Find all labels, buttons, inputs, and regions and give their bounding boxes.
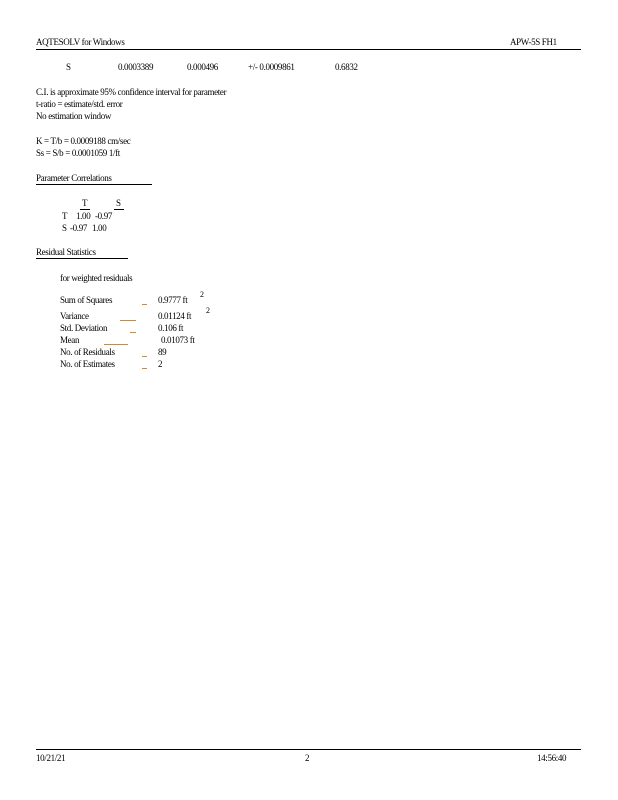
stat-value: 0.01073 ft — [161, 335, 195, 345]
stat-label: No. of Residuals — [60, 347, 115, 357]
param-t-ratio: 0.6832 — [335, 62, 358, 72]
ss-value: Ss = S/b = 0.0001059 1/ft — [36, 148, 120, 158]
tratio-note: t-ratio = estimate/std. error — [36, 99, 123, 109]
corr-col-s-underline — [114, 209, 124, 210]
leader-mark — [104, 344, 128, 345]
corr-row-label: S — [62, 223, 67, 233]
header-rule — [36, 49, 581, 50]
footer-date: 10/21/21 — [36, 753, 66, 763]
param-name: S — [66, 62, 71, 72]
k-value: K = T/b = 0.0009188 cm/sec — [36, 136, 131, 146]
param-ci: +/- 0.0009861 — [248, 62, 295, 72]
stat-value: 2 — [158, 359, 163, 369]
corr-cell: 1.00 — [92, 223, 107, 233]
leader-mark — [120, 320, 136, 321]
stat-exponent: 2 — [206, 306, 210, 315]
residuals-subheading: for weighted residuals — [60, 273, 133, 283]
footer-page-number: 2 — [305, 753, 310, 763]
stat-value: 0.106 ft — [158, 323, 184, 333]
corr-cell: -0.97 — [70, 223, 87, 233]
stat-value: 0.01124 ft — [158, 311, 192, 321]
corr-cell: -0.97 — [95, 211, 112, 221]
file-name: APW-5S FH1 — [510, 37, 557, 47]
stat-label: Mean — [60, 335, 80, 345]
param-estimate: 0.0003389 — [118, 62, 154, 72]
leader-mark — [142, 304, 147, 305]
corr-cell: 1.00 — [76, 211, 91, 221]
stat-label: Std. Deviation — [60, 323, 108, 333]
stat-value: 0.9777 ft — [158, 295, 188, 305]
footer-time: 14:56:40 — [537, 753, 567, 763]
stat-label: Variance — [60, 311, 89, 321]
leader-mark — [130, 332, 136, 333]
window-note: No estimation window — [36, 111, 111, 121]
leader-mark — [142, 356, 147, 357]
ci-note: C.I. is approximate 95% confidence interval for parameter — [36, 87, 227, 97]
stat-exponent: 2 — [200, 290, 204, 299]
correlations-heading-underline — [36, 184, 152, 185]
corr-col-label-s: S — [116, 198, 121, 208]
stat-label: No. of Estimates — [60, 359, 115, 369]
app-title: AQTESOLV for Windows — [36, 37, 125, 47]
residuals-heading-underline — [36, 258, 128, 259]
leader-mark — [142, 368, 147, 369]
stat-label: Sum of Squares — [60, 295, 113, 305]
corr-col-t-underline — [80, 209, 90, 210]
residuals-heading: Residual Statistics — [36, 247, 96, 257]
corr-col-label-t: T — [82, 198, 88, 208]
corr-row-label: T — [62, 211, 68, 221]
param-std-error: 0.000496 — [187, 62, 218, 72]
stat-value: 89 — [158, 347, 167, 357]
footer-rule — [36, 749, 581, 750]
correlations-heading: Parameter Correlations — [36, 173, 112, 183]
